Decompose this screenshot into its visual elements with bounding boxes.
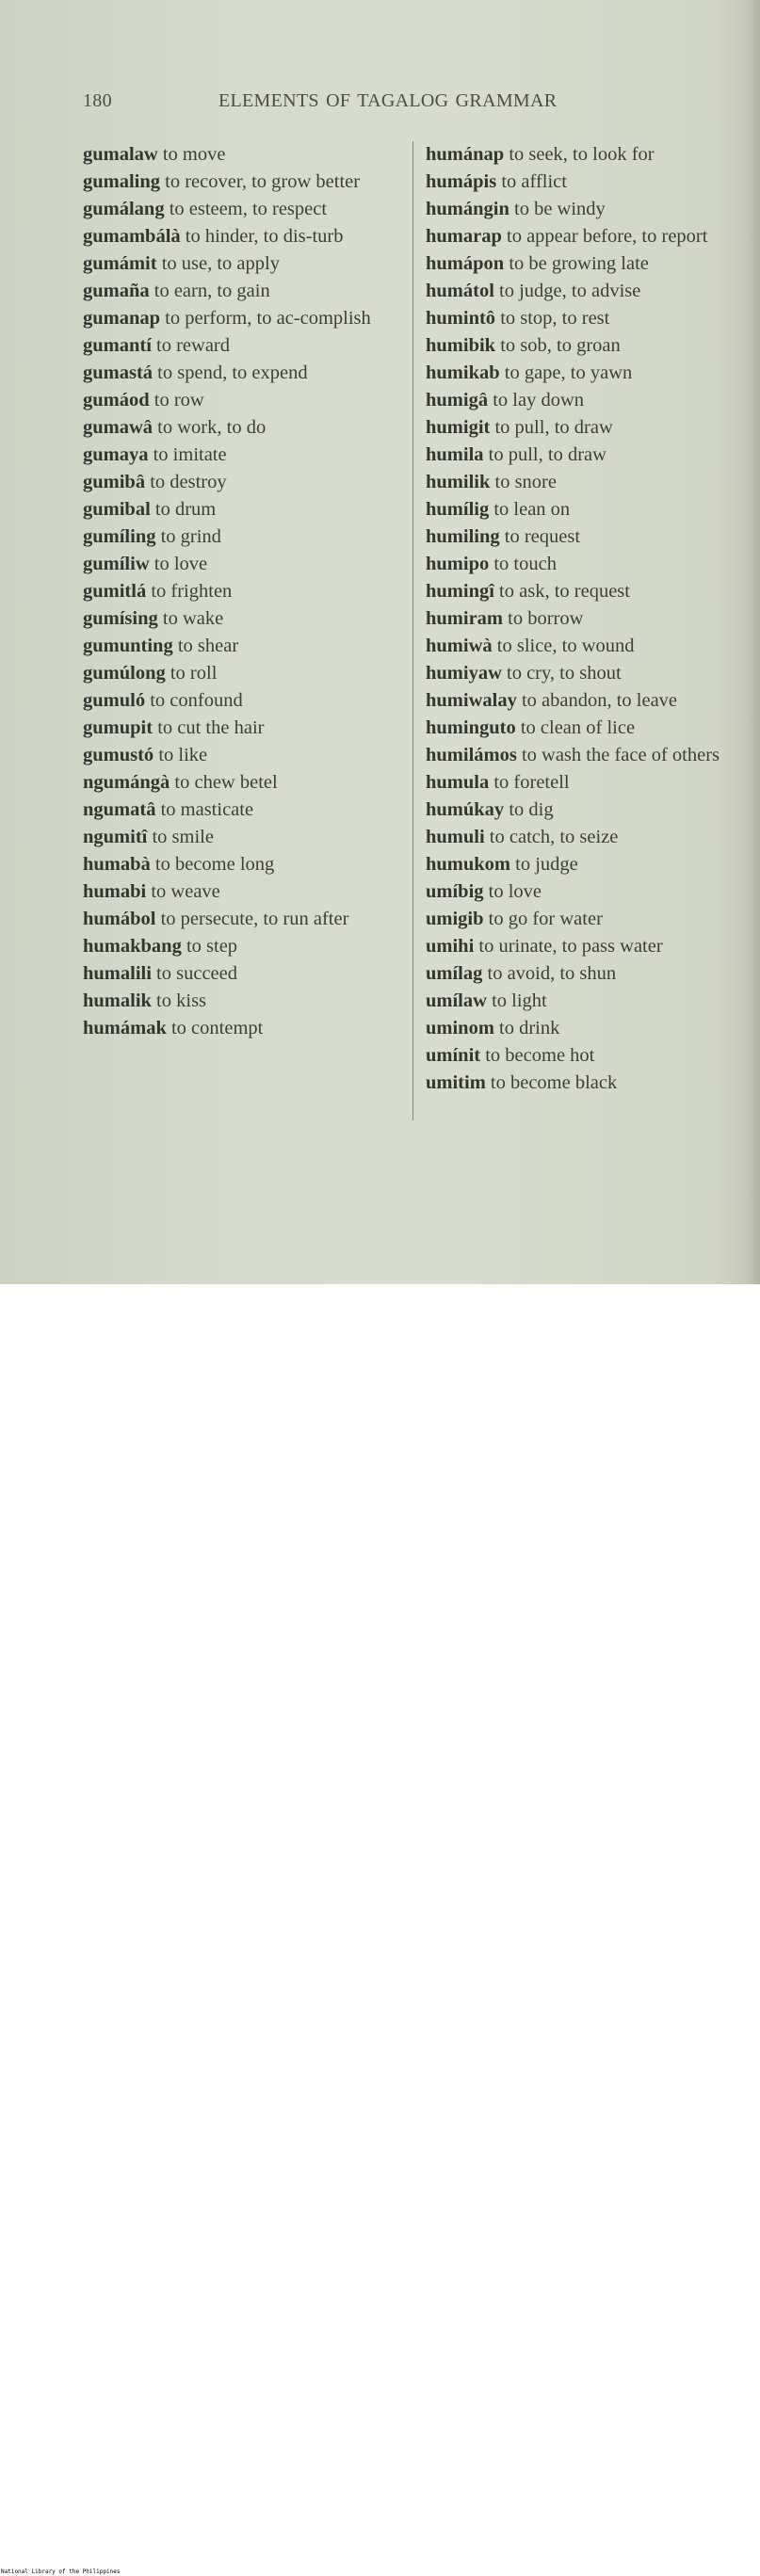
gloss: to pull, to draw: [494, 417, 613, 438]
headword: humiwalay: [426, 690, 517, 711]
dictionary-entry: [426, 687, 755, 715]
headword: humánap: [426, 144, 505, 165]
headword: umigib: [426, 909, 484, 929]
headword: gumanap: [83, 308, 161, 329]
headword: humabà: [83, 854, 151, 875]
dictionary-entry: [426, 469, 755, 496]
dictionary-entry: [426, 578, 755, 605]
dictionary-entry: [426, 551, 755, 578]
gloss: to light: [492, 990, 547, 1011]
dictionary-entry: [426, 769, 755, 797]
headword: umíbig: [426, 881, 484, 902]
dictionary-entry: [426, 141, 755, 169]
gloss: to become long: [154, 854, 275, 875]
gloss: to drink: [499, 1018, 560, 1038]
gloss: to masticate: [160, 799, 254, 820]
headword: humigit: [426, 417, 491, 438]
dictionary-entry: [83, 742, 408, 769]
gloss: to frighten: [151, 581, 233, 602]
dictionary-entry: [83, 988, 408, 1015]
headword: gumitlá: [83, 581, 147, 602]
dictionary-entry: [83, 387, 408, 414]
gloss: to earn, to gain: [154, 281, 270, 301]
headword: humigâ: [426, 390, 489, 411]
gloss: to step: [186, 936, 238, 957]
library-watermark: National Library of the Philippines: [1, 2568, 121, 2575]
gloss: to drum: [154, 499, 217, 520]
dictionary-entry: [83, 442, 408, 469]
headword: humila: [426, 444, 484, 465]
headword: humápon: [426, 253, 505, 274]
headword: humiyaw: [426, 663, 502, 684]
headword: humílig: [426, 499, 490, 520]
gloss: to clean of lice: [520, 717, 636, 738]
gloss: to afflict: [501, 171, 567, 192]
gloss: to gape, to yawn: [504, 362, 633, 383]
gloss: to touch: [493, 554, 557, 574]
headword: humilik: [426, 472, 491, 492]
gloss: to appear before, to report: [507, 226, 708, 247]
dictionary-entry: [426, 851, 755, 878]
dictionary-entry: [426, 223, 755, 250]
dictionary-entry: [426, 1042, 755, 1070]
gloss: to esteem, to respect: [169, 199, 328, 219]
gloss: to smile: [152, 827, 214, 847]
gloss: to pull, to draw: [488, 444, 606, 465]
headword: umílag: [426, 963, 483, 984]
gloss: to destroy: [150, 472, 227, 492]
dictionary-entry: [83, 687, 408, 715]
gloss: to be windy: [514, 199, 606, 219]
headword: humintô: [426, 308, 496, 329]
headword: humakbang: [83, 936, 182, 957]
gloss: to reward: [156, 335, 231, 356]
dictionary-entry: [426, 742, 755, 769]
dictionary-entry: [426, 933, 755, 960]
page-number: 180: [83, 90, 112, 111]
gloss: to recover, to grow better: [165, 171, 361, 192]
dictionary-entry: [426, 906, 755, 933]
column-divider: [412, 141, 413, 1120]
dictionary-entry: [426, 414, 755, 442]
dictionary-entry: [426, 797, 755, 824]
gloss: to grind: [160, 526, 221, 547]
dictionary-entry: [83, 523, 408, 551]
headword: gumalaw: [83, 144, 158, 165]
dictionary-entry: [83, 769, 408, 797]
dictionary-entry: [83, 278, 408, 305]
gloss: to cry, to shout: [507, 663, 622, 684]
gloss: to lean on: [493, 499, 571, 520]
dictionary-entry: [426, 332, 755, 360]
dictionary-entry: [426, 523, 755, 551]
gloss: to request: [504, 526, 581, 547]
headword: gumustó: [83, 745, 154, 765]
gloss: to use, to apply: [161, 253, 280, 274]
page-header: [0, 90, 760, 119]
dictionary-entry: [426, 824, 755, 851]
gloss: to seek, to look for: [509, 144, 655, 165]
gloss: to borrow: [508, 608, 584, 629]
headword: gumaya: [83, 444, 149, 465]
gloss: to confound: [150, 690, 243, 711]
gloss: to work, to do: [157, 417, 267, 438]
gloss: to wash the face of others: [521, 745, 720, 765]
headword: humuli: [426, 827, 485, 847]
dictionary-entry: [426, 278, 755, 305]
dictionary-entry: [83, 851, 408, 878]
gloss: to stop, to rest: [500, 308, 610, 329]
dictionary-entry: [426, 878, 755, 906]
dictionary-entry: [426, 605, 755, 633]
gloss: to judge, to advise: [499, 281, 641, 301]
headword: gumámit: [83, 253, 157, 274]
dictionary-entry: [426, 169, 755, 196]
gloss: to sob, to groan: [500, 335, 621, 356]
dictionary-entry: [426, 387, 755, 414]
right-column: [426, 141, 755, 1097]
gloss: to kiss: [156, 990, 207, 1011]
gloss: to ask, to request: [499, 581, 630, 602]
dictionary-entry: [83, 605, 408, 633]
headword: humalik: [83, 990, 152, 1011]
headword: umihi: [426, 936, 475, 957]
headword: humátol: [426, 281, 494, 301]
dictionary-entry: [83, 906, 408, 933]
dictionary-entry: [83, 360, 408, 387]
headword: humápis: [426, 171, 497, 192]
dictionary-entry: [83, 250, 408, 278]
dictionary-entry: [83, 633, 408, 660]
headword: umílaw: [426, 990, 487, 1011]
gloss: to judge: [515, 854, 578, 875]
dictionary-entry: [83, 578, 408, 605]
headword: humámak: [83, 1018, 167, 1038]
headword: humiwà: [426, 636, 493, 656]
dictionary-entry: [83, 169, 408, 196]
headword: gumastá: [83, 362, 154, 383]
dictionary-entry: [426, 250, 755, 278]
gloss: to be growing late: [509, 253, 649, 274]
gloss: to hinder, to dis-turb: [185, 226, 344, 247]
gloss: to catch, to seize: [489, 827, 619, 847]
gloss: to contempt: [170, 1018, 264, 1038]
headword: umitim: [426, 1072, 486, 1093]
dictionary-entry: [83, 332, 408, 360]
dictionary-entry: [426, 442, 755, 469]
headword: huminguto: [426, 717, 516, 738]
dictionary-entry: [83, 797, 408, 824]
gloss: to perform, to ac-complish: [165, 308, 371, 329]
dictionary-entry: [426, 715, 755, 742]
gloss: to chew betel: [174, 772, 278, 793]
headword: umínit: [426, 1045, 481, 1066]
gloss: to imitate: [153, 444, 227, 465]
dictionary-entry: [83, 551, 408, 578]
headword: humarap: [426, 226, 502, 247]
gloss: to shear: [177, 636, 239, 656]
headword: gumambálà: [83, 226, 181, 247]
dictionary-entry: [83, 960, 408, 988]
headword: humukom: [426, 854, 511, 875]
headword: humabi: [83, 881, 147, 902]
gloss: to roll: [170, 663, 218, 684]
dictionary-entry: [83, 824, 408, 851]
dictionary-entry: [83, 196, 408, 223]
gloss: to wake: [162, 608, 224, 629]
gloss: to weave: [151, 881, 220, 902]
dictionary-entry: [83, 1015, 408, 1042]
headword: gumíling: [83, 526, 156, 547]
gloss: to spend, to expend: [157, 362, 308, 383]
gloss: to avoid, to shun: [487, 963, 617, 984]
headword: ngumitî: [83, 827, 148, 847]
headword: gumaña: [83, 281, 150, 301]
headword: ngumángà: [83, 772, 170, 793]
gloss: to lay down: [493, 390, 584, 411]
gloss: to succeed: [156, 963, 237, 984]
headword: humábol: [83, 909, 156, 929]
headword: humingî: [426, 581, 494, 602]
headword: gumaling: [83, 171, 161, 192]
headword: humula: [426, 772, 490, 793]
dictionary-entry: [426, 988, 755, 1015]
dictionary-entry: [83, 414, 408, 442]
headword: gumáod: [83, 390, 150, 411]
headword: gumúlong: [83, 663, 166, 684]
dictionary-entry: [83, 933, 408, 960]
dictionary-entry: [83, 469, 408, 496]
headword: humikab: [426, 362, 500, 383]
dictionary-entry: [83, 660, 408, 687]
dictionary-entry: [83, 496, 408, 523]
gloss: to persecute, to run after: [160, 909, 349, 929]
dictionary-entry: [426, 360, 755, 387]
dictionary-entry: [426, 196, 755, 223]
dictionary-entry: [426, 960, 755, 988]
gloss: to row: [154, 390, 204, 411]
headword: gumálang: [83, 199, 165, 219]
dictionary-entry: [426, 633, 755, 660]
headword: humibik: [426, 335, 496, 356]
gloss: to slice, to wound: [496, 636, 635, 656]
dictionary-entry: [426, 496, 755, 523]
headword: gumíliw: [83, 554, 150, 574]
dictionary-entry: [83, 878, 408, 906]
headword: humiling: [426, 526, 500, 547]
gloss: to abandon, to leave: [521, 690, 678, 711]
gloss: to cut the hair: [157, 717, 265, 738]
headword: uminom: [426, 1018, 494, 1038]
book-page: [0, 0, 760, 1284]
gloss: to love: [488, 881, 542, 902]
dictionary-entry: [83, 305, 408, 332]
dictionary-entry: [83, 141, 408, 169]
left-column: [83, 141, 408, 1042]
headword: humalili: [83, 963, 152, 984]
headword: gumawâ: [83, 417, 154, 438]
dictionary-entry: [83, 223, 408, 250]
gloss: to go for water: [488, 909, 603, 929]
dictionary-entry: [426, 660, 755, 687]
gloss: to foretell: [493, 772, 570, 793]
gloss: to dig: [509, 799, 554, 820]
footer-bar: [0, 1284, 760, 2575]
headword: humilámos: [426, 745, 517, 765]
headword: gumibal: [83, 499, 151, 520]
headword: gumibâ: [83, 472, 146, 492]
gloss: to like: [158, 745, 208, 765]
headword: humiram: [426, 608, 503, 629]
gloss: to become hot: [485, 1045, 595, 1066]
headword: gumupit: [83, 717, 154, 738]
headword: gumantí: [83, 335, 152, 356]
headword: humipo: [426, 554, 490, 574]
dictionary-entry: [426, 1015, 755, 1042]
gloss: to snore: [494, 472, 557, 492]
headword: gumunting: [83, 636, 173, 656]
headword: humángin: [426, 199, 509, 219]
gloss: to love: [154, 554, 208, 574]
dictionary-entry: [426, 305, 755, 332]
gloss: to move: [162, 144, 226, 165]
running-title: ELEMENTS OF TAGALOG GRAMMAR: [218, 90, 558, 111]
gloss: to urinate, to pass water: [478, 936, 663, 957]
headword: humúkay: [426, 799, 505, 820]
headword: gumísing: [83, 608, 158, 629]
dictionary-entry: [426, 1070, 755, 1097]
dictionary-entry: [83, 715, 408, 742]
headword: ngumatâ: [83, 799, 156, 820]
gloss: to become black: [490, 1072, 618, 1093]
headword: gumuló: [83, 690, 146, 711]
